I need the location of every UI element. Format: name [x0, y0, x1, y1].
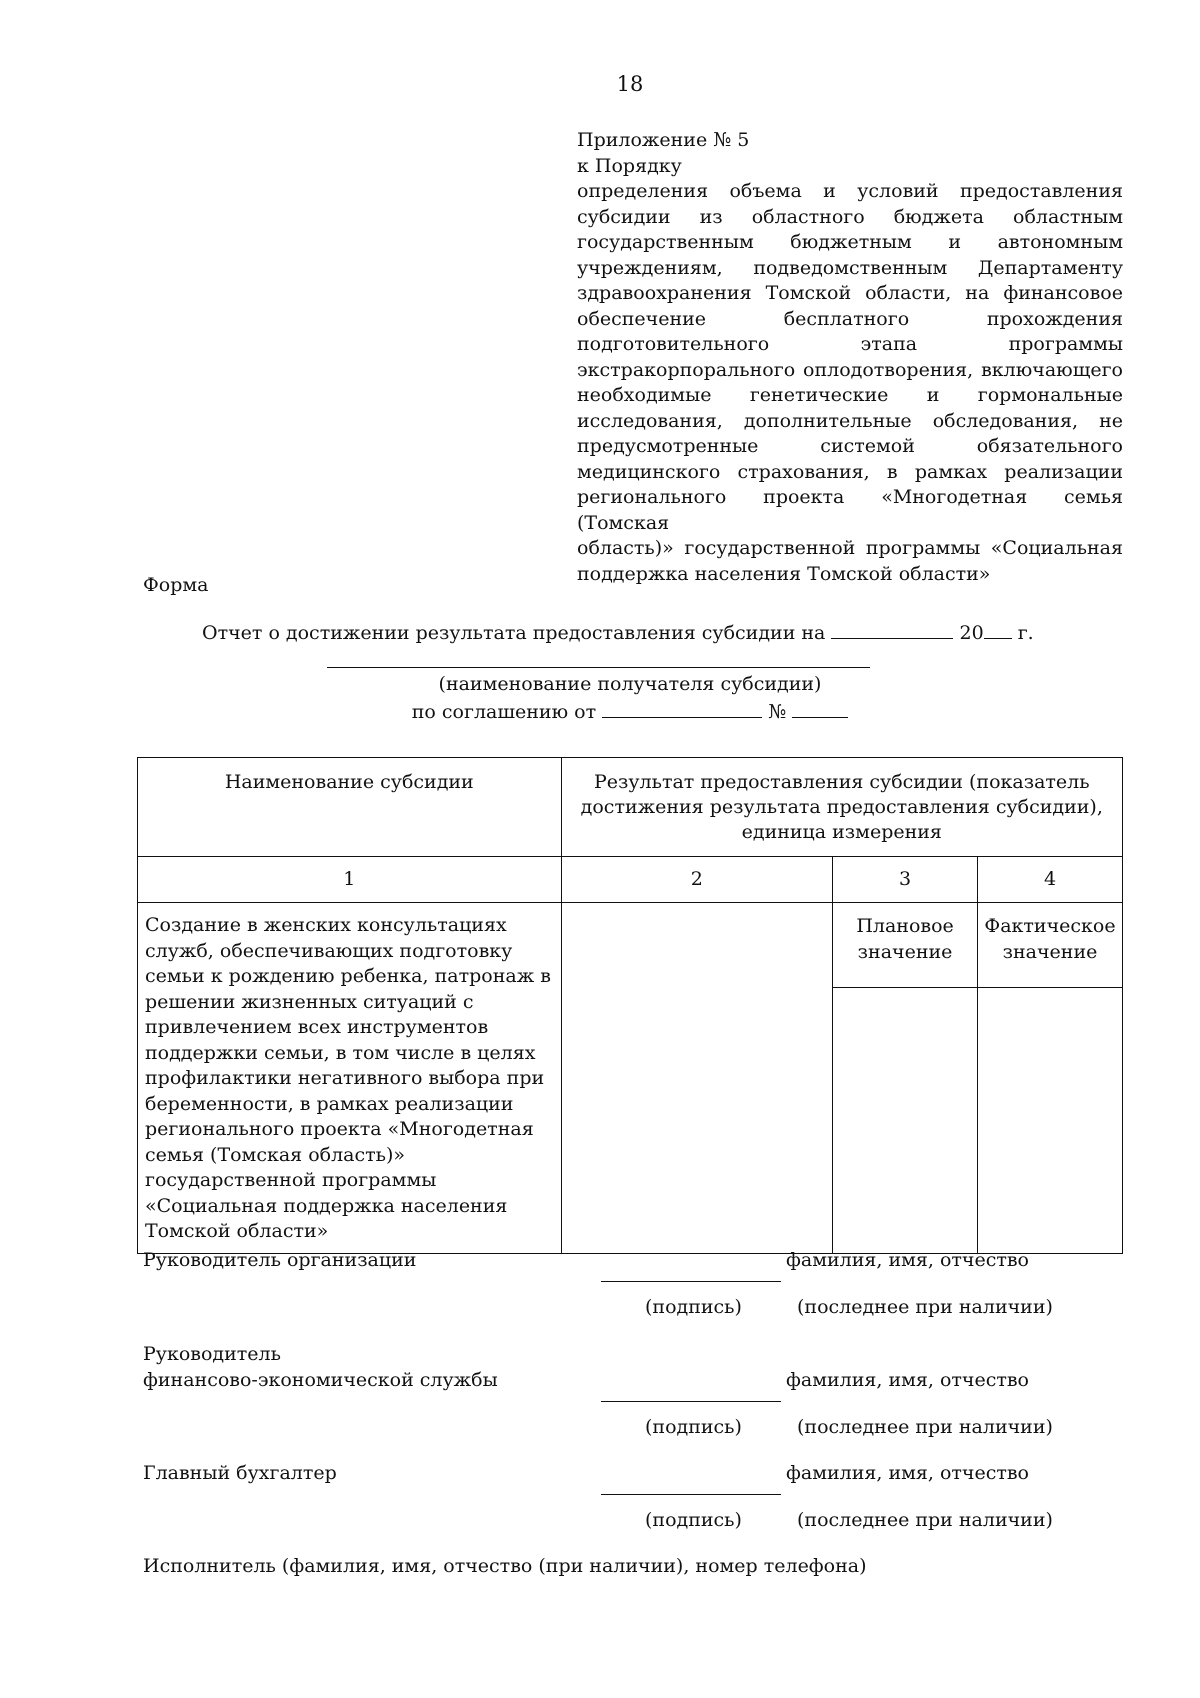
column-number: 1 [138, 857, 562, 903]
column-number: 4 [978, 857, 1123, 903]
recipient-name-blank[interactable] [327, 667, 870, 668]
appendix-body-line: медицинского страхования, в рамках реализации [577, 460, 1123, 483]
appendix-header [577, 128, 1123, 587]
report-table [137, 757, 1123, 1254]
appendix-title: Приложение № 5 [577, 129, 750, 151]
signature-line[interactable] [601, 1494, 781, 1495]
appendix-body-line: учреждениям, подведомственным Департаменту [577, 256, 1123, 279]
head-finance-label-line2: финансово-экономической службы [143, 1369, 498, 1391]
signature-caption: (подпись) [645, 1416, 742, 1438]
planned-value-cell[interactable] [833, 988, 978, 1253]
report-title [202, 620, 1034, 644]
year-suffix: г. [1017, 622, 1034, 644]
appendix-body-line: государственным бюджетным и автономным [577, 231, 1123, 253]
number-sign: № [768, 701, 787, 723]
fio-label: фамилия, имя, отчество [786, 1462, 1029, 1484]
header-subsidy-name: Наименование субсидии [138, 758, 562, 857]
table-row [138, 903, 1123, 988]
fio-label: фамилия, имя, отчество [786, 1249, 1029, 1271]
agreement-prefix: по соглашению от [411, 701, 597, 723]
fio-label: фамилия, имя, отчество [786, 1369, 1029, 1391]
appendix-body-line: субсидии из областного бюджета областным [577, 205, 1123, 228]
column-number-row [138, 857, 1123, 903]
appendix-body-line: определения объема и условий предоставления [577, 180, 1123, 202]
last-name-caption: (последнее при наличии) [797, 1509, 1053, 1531]
appendix-body-line: необходимые генетические и гормональные [577, 384, 1123, 406]
actual-value-header: Фактическое значение [978, 903, 1123, 988]
signature-caption: (подпись) [645, 1509, 742, 1531]
last-name-caption: (последнее при наличии) [797, 1296, 1053, 1318]
last-name-caption: (последнее при наличии) [797, 1416, 1053, 1438]
chief-accountant-label: Главный бухгалтер [143, 1462, 337, 1484]
page-number: 18 [616, 72, 644, 96]
appendix-body-last-line: поддержка населения Томской области» [577, 562, 991, 585]
executor-label: Исполнитель (фамилия, имя, отчество (при наличии), номер телефона) [143, 1555, 867, 1577]
head-organization-label: Руководитель организации [143, 1249, 417, 1271]
head-finance-label-line1: Руководитель [143, 1343, 281, 1365]
header-result: Результат предоставления субсидии (показатель достижения результата предоставления субсидии), единица измерения [561, 758, 1122, 857]
result-cell[interactable] [561, 903, 833, 1254]
appendix-subtitle: к Порядку [577, 154, 682, 177]
date-blank[interactable] [831, 620, 953, 639]
agreement-line [0, 699, 1200, 723]
column-number: 2 [561, 857, 833, 903]
recipient-caption: (наименование получателя субсидии) [438, 673, 822, 695]
report-title-text: Отчет о достижении результата предоставления субсидии на [202, 622, 826, 644]
agreement-number-blank[interactable] [792, 699, 848, 718]
signature-caption: (подпись) [645, 1296, 742, 1318]
year-prefix: 20 [959, 622, 984, 644]
planned-value-header: Плановое значение [833, 903, 978, 988]
signature-line[interactable] [601, 1281, 781, 1282]
actual-value-cell[interactable] [978, 988, 1123, 1253]
form-label: Форма [143, 574, 209, 596]
signature-line[interactable] [601, 1401, 781, 1402]
appendix-body-line: предусмотренные системой обязательного [577, 435, 1123, 457]
appendix-body-line: здравоохранения Томской области, на финансовое [577, 282, 1123, 304]
appendix-body-line: обеспечение бесплатного прохождения [577, 307, 1123, 330]
appendix-body-line: экстракорпорального оплодотворения, включающего [577, 358, 1123, 381]
column-number: 3 [833, 857, 978, 903]
appendix-body-line: подготовительного этапа программы [577, 333, 1123, 355]
table-header-row [138, 758, 1123, 857]
agreement-date-blank[interactable] [602, 699, 762, 718]
appendix-body-line: регионального проекта «Многодетная семья (Томская [577, 486, 1123, 534]
appendix-body-line: исследования, дополнительные обследования, не [577, 409, 1123, 432]
appendix-body-line: область)» государственной программы «Социальная [577, 537, 1123, 559]
subsidy-name-cell: Создание в женских консультациях служб, обеспечивающих подготовку семьи к рождению ребенка, патронаж в решении жизненных ситуаций с привлечением всех инструментов поддержки семьи, в том числе в целях профилактики негативного выбора при беременности, в рамках реализации регионального проекта «Многодетная семья (Томская область)» государственной программы «Социальная поддержка населения Томской области» [138, 903, 562, 1254]
year-blank[interactable] [984, 620, 1012, 639]
